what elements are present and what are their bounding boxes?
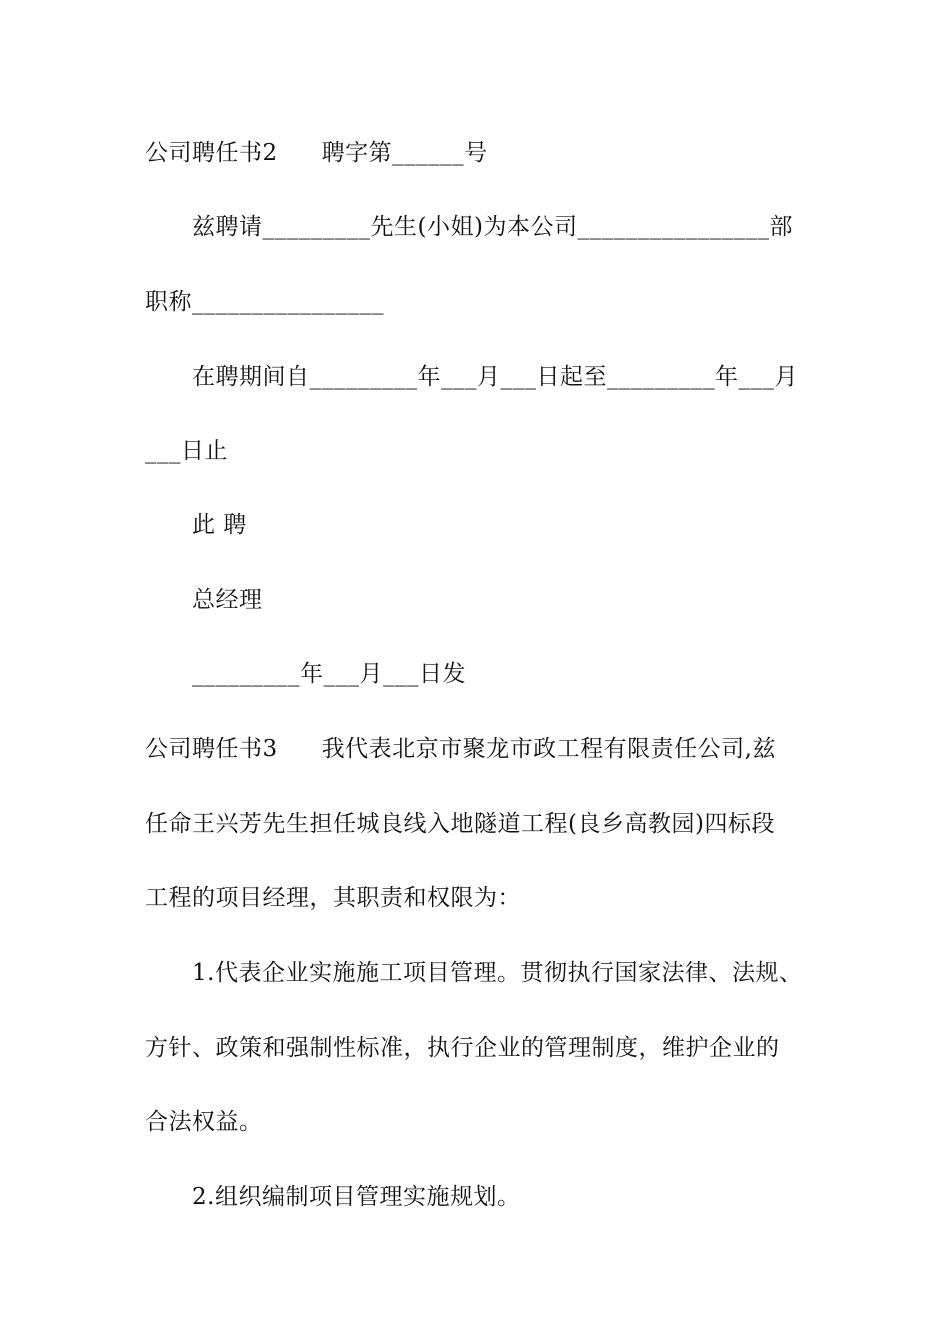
line-appointment-3-body-2: 工程的项目经理，其职责和权限为： — [145, 885, 521, 911]
line-general-manager: 总经理 — [192, 587, 263, 613]
line-appointment-3-body-1: 任命王兴芳先生担任城良线入地隧道工程(良乡高教园)四标段 — [145, 811, 775, 837]
appointment-2-number: 聘字第______号 — [321, 140, 488, 166]
line-appointment-2-header — [145, 138, 488, 168]
line-duty-1b: 方针、政策和强制性标准，执行企业的管理制度，维护企业的 — [145, 1035, 780, 1061]
line-term-start: 在聘期间自_________年___月___日起至_________年___月 — [192, 364, 798, 390]
line-job-title: 职称________________ — [145, 289, 384, 315]
line-issue-date: _________年___月___日发 — [192, 661, 466, 687]
line-duty-1a: 1.代表企业实施施工项目管理。贯彻执行国家法律、法规、 — [192, 960, 803, 986]
line-duty-2: 2.组织编制项目管理实施规划。 — [192, 1184, 521, 1210]
appointment-3-title: 公司聘任书3 — [145, 736, 278, 762]
line-term-end: ___日止 — [145, 438, 228, 464]
line-hereby: 此 聘 — [192, 512, 247, 538]
line-appointment-3-header — [145, 734, 776, 764]
line-duty-1c: 合法权益。 — [145, 1109, 263, 1135]
line-hire-statement: 兹聘请_________先生(小姐)为本公司________________部 — [192, 214, 793, 240]
appointment-3-intro: 我代表北京市聚龙市政工程有限责任公司,兹 — [321, 736, 776, 762]
appointment-2-title: 公司聘任书2 — [145, 140, 278, 166]
